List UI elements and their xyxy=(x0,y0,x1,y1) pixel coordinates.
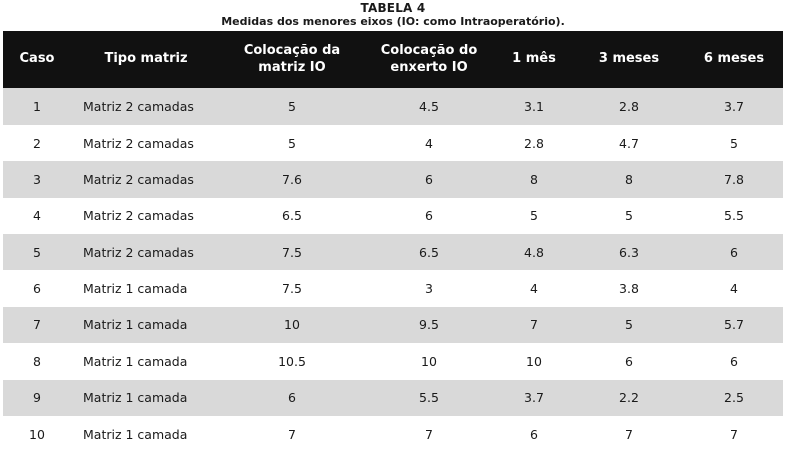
table-cell-1-mes: 6 xyxy=(530,426,538,442)
table-cell-tipo-matriz: Matriz 2 camadas xyxy=(83,135,194,151)
table-cell-colocacao-enxerto-io: 6.5 xyxy=(419,244,439,260)
table-cell-colocacao-matriz-io: 10.5 xyxy=(278,353,306,369)
table-cell-1-mes: 5 xyxy=(530,208,538,224)
table-cell-colocacao-enxerto-io: 6 xyxy=(425,208,433,224)
table-cell-6-meses: 5.7 xyxy=(724,317,744,333)
table-row xyxy=(3,343,783,379)
table-body xyxy=(3,88,783,452)
table-cell-tipo-matriz: Matriz 2 camadas xyxy=(83,171,194,187)
table-cell-1-mes: 4 xyxy=(530,281,538,297)
table-cell-caso: 7 xyxy=(33,317,41,333)
table-cell-caso: 8 xyxy=(33,353,41,369)
table-cell-3-meses: 5 xyxy=(625,208,633,224)
table-row xyxy=(3,161,783,197)
table-cell-1-mes: 4.8 xyxy=(524,244,544,260)
column-header-3-meses: 3 meses xyxy=(598,51,660,67)
table-cell-1-mes: 10 xyxy=(526,353,542,369)
table-cell-colocacao-matriz-io: 7.6 xyxy=(282,171,302,187)
table-row xyxy=(3,416,783,452)
table-cell-3-meses: 7 xyxy=(625,426,633,442)
measurements-table xyxy=(3,31,783,452)
table-cell-tipo-matriz: Matriz 2 camadas xyxy=(83,99,194,115)
table-cell-6-meses: 6 xyxy=(730,353,738,369)
column-header-6-meses: 6 meses xyxy=(703,51,765,67)
header-row xyxy=(3,31,783,88)
table-cell-tipo-matriz: Matriz 1 camada xyxy=(83,426,188,442)
table-title: TABELA 4 xyxy=(360,1,426,15)
table-cell-6-meses: 7.8 xyxy=(724,171,744,187)
table-cell-tipo-matriz: Matriz 2 camadas xyxy=(83,208,194,224)
table-cell-colocacao-matriz-io: 7.5 xyxy=(282,244,302,260)
table-cell-3-meses: 6.3 xyxy=(619,244,639,260)
table-cell-6-meses: 4 xyxy=(730,281,738,297)
table-cell-colocacao-matriz-io: 5 xyxy=(288,135,296,151)
table-cell-colocacao-matriz-io: 5 xyxy=(288,99,296,115)
table-cell-tipo-matriz: Matriz 1 camada xyxy=(83,390,188,406)
column-header-colocacao-matriz-io: Colocação da matriz IO xyxy=(243,43,341,75)
table-cell-caso: 3 xyxy=(33,171,41,187)
table-cell-1-mes: 2.8 xyxy=(524,135,544,151)
table-row xyxy=(3,307,783,343)
table-cell-1-mes: 7 xyxy=(530,317,538,333)
column-header-caso: Caso xyxy=(19,51,55,67)
table-cell-3-meses: 3.8 xyxy=(619,281,639,297)
table-cell-3-meses: 8 xyxy=(625,171,633,187)
column-header-1-mes: 1 mês xyxy=(512,51,556,67)
table-cell-caso: 4 xyxy=(33,208,41,224)
table-cell-6-meses: 7 xyxy=(730,426,738,442)
table-cell-caso: 5 xyxy=(33,244,41,260)
table-cell-caso: 9 xyxy=(33,390,41,406)
table-cell-colocacao-enxerto-io: 4 xyxy=(425,135,433,151)
table-cell-caso: 10 xyxy=(29,426,45,442)
table-cell-6-meses: 3.7 xyxy=(724,99,744,115)
table-cell-colocacao-enxerto-io: 7 xyxy=(425,426,433,442)
table-cell-colocacao-enxerto-io: 10 xyxy=(421,353,437,369)
table-row xyxy=(3,380,783,416)
table-cell-6-meses: 2.5 xyxy=(724,390,744,406)
table-cell-colocacao-matriz-io: 7 xyxy=(288,426,296,442)
table-cell-3-meses: 4.7 xyxy=(619,135,639,151)
table-caption xyxy=(0,0,786,28)
table-cell-tipo-matriz: Matriz 1 camada xyxy=(83,317,188,333)
table-cell-3-meses: 5 xyxy=(625,317,633,333)
table-cell-1-mes: 3.1 xyxy=(524,99,544,115)
table-header xyxy=(3,31,783,88)
table-cell-caso: 2 xyxy=(33,135,41,151)
table-cell-3-meses: 2.8 xyxy=(619,99,639,115)
table-cell-3-meses: 2.2 xyxy=(619,390,639,406)
table-cell-tipo-matriz: Matriz 1 camada xyxy=(83,281,188,297)
table-cell-1-mes: 3.7 xyxy=(524,390,544,406)
table-cell-colocacao-matriz-io: 6.5 xyxy=(282,208,302,224)
table-cell-tipo-matriz: Matriz 1 camada xyxy=(83,353,188,369)
table-row xyxy=(3,270,783,306)
table-row xyxy=(3,88,783,124)
table-cell-colocacao-enxerto-io: 4.5 xyxy=(419,99,439,115)
table-cell-colocacao-matriz-io: 6 xyxy=(288,390,296,406)
table-cell-caso: 1 xyxy=(33,99,41,115)
table-cell-colocacao-matriz-io: 7.5 xyxy=(282,281,302,297)
table-cell-3-meses: 6 xyxy=(625,353,633,369)
column-header-colocacao-enxerto-io: Colocação do enxerto IO xyxy=(380,43,478,75)
table-cell-colocacao-enxerto-io: 6 xyxy=(425,171,433,187)
table-cell-colocacao-enxerto-io: 5.5 xyxy=(419,390,439,406)
table-subtitle: Medidas dos menores eixos (IO: como Intraoperatório). xyxy=(221,14,565,28)
table-row xyxy=(3,125,783,161)
table-cell-colocacao-enxerto-io: 3 xyxy=(425,281,433,297)
table-cell-colocacao-enxerto-io: 9.5 xyxy=(419,317,439,333)
table-row xyxy=(3,198,783,234)
table-cell-tipo-matriz: Matriz 2 camadas xyxy=(83,244,194,260)
table-cell-6-meses: 5.5 xyxy=(724,208,744,224)
column-header-tipo-matriz: Tipo matriz xyxy=(104,51,188,67)
table-cell-6-meses: 6 xyxy=(730,244,738,260)
table-row xyxy=(3,234,783,270)
table-cell-colocacao-matriz-io: 10 xyxy=(284,317,300,333)
table-cell-1-mes: 8 xyxy=(530,171,538,187)
table-cell-caso: 6 xyxy=(33,281,41,297)
table-cell-6-meses: 5 xyxy=(730,135,738,151)
